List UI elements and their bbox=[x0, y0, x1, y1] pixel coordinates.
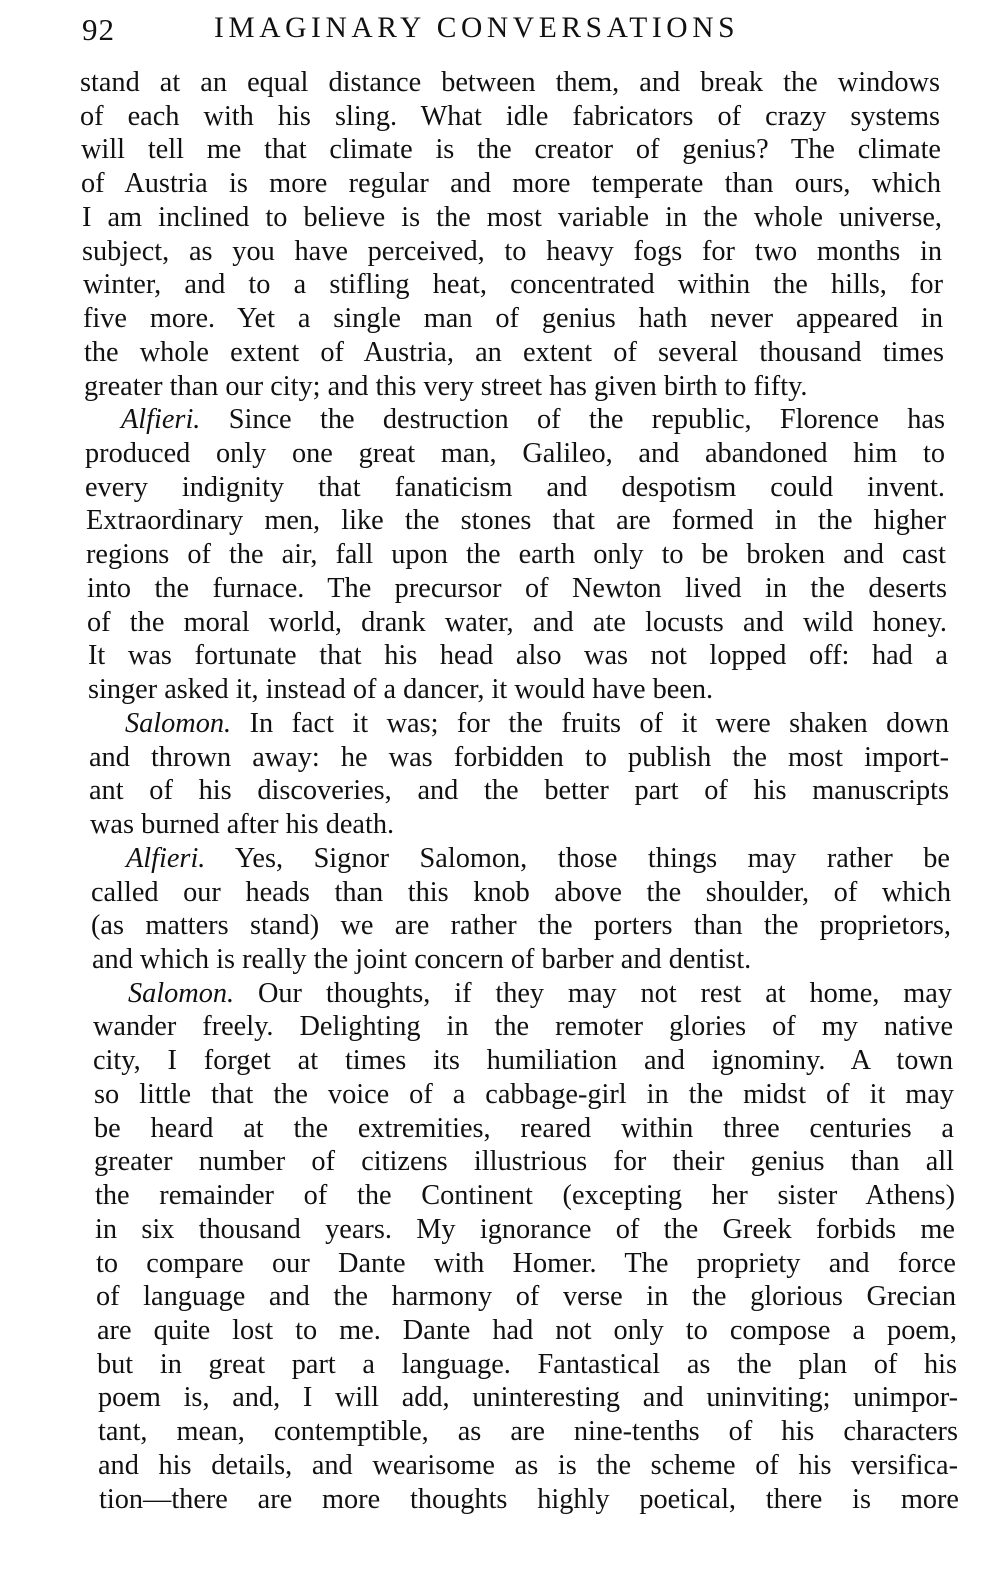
line-text: of the moral world, drank water, and ate locusts and wild honey. bbox=[87, 606, 947, 638]
text-line bbox=[81, 167, 941, 201]
text-line bbox=[92, 943, 952, 977]
line-text: tant, mean, contemptible, as are nine-tenths of his characters bbox=[98, 1416, 958, 1448]
speaker-name: Salomon. bbox=[125, 707, 232, 739]
text-line bbox=[94, 1145, 954, 1179]
text-line bbox=[91, 909, 951, 943]
page-number: 92 bbox=[82, 12, 115, 47]
text-line bbox=[86, 538, 946, 572]
text-line bbox=[98, 1381, 958, 1415]
line-text: are quite lost to me. Dante had not only to compose a poem, bbox=[97, 1315, 957, 1346]
text-line bbox=[81, 133, 941, 167]
text-line bbox=[85, 437, 945, 471]
line-text: so little that the voice of a cabbage-girl in the midst of it may bbox=[94, 1078, 954, 1110]
line-text: was burned after his death. bbox=[90, 809, 395, 841]
line-text: greater than our city; and this very street has given birth to fifty. bbox=[84, 370, 808, 402]
line-text: Our thoughts, if they may not rest at home, may bbox=[234, 977, 952, 1009]
text-line bbox=[84, 336, 944, 370]
line-text: the whole extent of Austria, an extent of several thousand times bbox=[84, 336, 944, 368]
line-text: of Austria is more regular and more temperate than ours, which bbox=[81, 168, 941, 200]
text-line bbox=[87, 572, 947, 606]
line-text: I am inclined to believe is the most variable in the whole universe, bbox=[82, 201, 942, 233]
text-line bbox=[96, 1280, 956, 1314]
line-text: singer asked it, instead of a dancer, it would have been. bbox=[88, 674, 714, 706]
text-line bbox=[99, 1483, 959, 1517]
speaker-name: Salomon. bbox=[128, 977, 235, 1009]
text-line bbox=[90, 808, 950, 842]
line-text: to compare our Dante with Homer. The propriety and force bbox=[96, 1247, 956, 1279]
line-text: called our heads than this knob above the shoulder, of which bbox=[91, 876, 951, 908]
line-text: five more. Yet a single man of genius hath never appeared in bbox=[83, 303, 943, 335]
line-text: and his details, and wearisome as is the scheme of his versifica- bbox=[98, 1449, 958, 1481]
line-text: into the furnace. The precursor of Newton lived in the deserts bbox=[87, 572, 947, 604]
text-line bbox=[91, 876, 951, 910]
line-text: and which is really the joint concern of barber and dentist. bbox=[92, 943, 752, 975]
line-text: poem is, and, I will add, uninteresting and uninviting; unimpor- bbox=[98, 1382, 958, 1414]
line-text: It was fortunate that his head also was not lopped off: had a bbox=[88, 640, 948, 672]
text-line bbox=[88, 673, 948, 707]
speaker-name: Alfieri. bbox=[121, 404, 201, 436]
text-line bbox=[97, 1314, 957, 1348]
text-line bbox=[128, 977, 952, 1011]
text-line bbox=[88, 639, 948, 673]
text-line bbox=[125, 707, 949, 741]
text-line bbox=[89, 774, 949, 808]
text-line bbox=[94, 1112, 954, 1146]
running-title: IMAGINARY CONVERSATIONS bbox=[214, 12, 740, 44]
line-text: and thrown away: he was forbidden to publish the most import- bbox=[89, 741, 949, 773]
line-text: of language and the harmony of verse in the glorious Grecian bbox=[96, 1281, 956, 1313]
text-line bbox=[83, 302, 943, 336]
text-line bbox=[95, 1213, 955, 1247]
text-line bbox=[95, 1179, 955, 1213]
text-line bbox=[86, 504, 946, 538]
line-text: will tell me that climate is the creator of genius? The climate bbox=[81, 134, 941, 166]
line-text: in six thousand years. My ignorance of the Greek forbids me bbox=[95, 1213, 955, 1245]
line-text: Since the destruction of the republic, Florence has bbox=[200, 404, 945, 436]
running-head bbox=[0, 6, 1000, 46]
line-text: of each with his sling. What idle fabricators of crazy systems bbox=[80, 100, 940, 132]
text-line bbox=[98, 1415, 958, 1449]
text-line bbox=[87, 606, 947, 640]
line-text: wander freely. Delighting in the remoter glories of my native bbox=[93, 1011, 953, 1043]
text-line bbox=[89, 741, 949, 775]
text-line bbox=[83, 268, 943, 302]
line-text: ant of his discoveries, and the better part of his manuscripts bbox=[89, 775, 949, 807]
line-text: produced only one great man, Galileo, and abandoned him to bbox=[85, 438, 945, 470]
line-text: (as matters stand) we are rather the porters than the proprietors, bbox=[91, 910, 951, 942]
line-text: greater number of citizens illustrious for their genius than all bbox=[94, 1146, 954, 1178]
text-line bbox=[93, 1044, 953, 1078]
text-line bbox=[82, 201, 942, 235]
line-text: tion—there are more thoughts highly poetical, there is more bbox=[99, 1483, 959, 1515]
text-line bbox=[85, 471, 945, 505]
line-text: In fact it was; for the fruits of it were shaken down bbox=[231, 707, 949, 739]
text-line bbox=[93, 1010, 953, 1044]
text-line bbox=[96, 1247, 956, 1281]
line-text: the remainder of the Continent (excepting her sister Athens) bbox=[95, 1180, 955, 1212]
text-line bbox=[80, 100, 940, 134]
text-line bbox=[97, 1348, 957, 1382]
text-line bbox=[82, 235, 942, 269]
line-text: but in great part a language. Fantastical as the plan of his bbox=[97, 1348, 957, 1380]
text-line bbox=[121, 403, 945, 437]
text-line bbox=[98, 1449, 958, 1483]
line-text: subject, as you have perceived, to heavy fogs for two months in bbox=[82, 235, 942, 267]
text-line bbox=[84, 370, 944, 404]
line-text: every indignity that fanaticism and despotism could invent. bbox=[85, 471, 945, 503]
line-text: winter, and to a stifling heat, concentrated within the hills, for bbox=[83, 269, 943, 301]
speaker-name: Alfieri. bbox=[126, 842, 206, 874]
line-text: regions of the air, fall upon the earth only to be broken and cast bbox=[86, 539, 946, 571]
line-text: stand at an equal distance between them, and break the windows bbox=[80, 67, 940, 98]
line-text: Yes, Signor Salomon, those things may rather be bbox=[205, 842, 950, 874]
text-line bbox=[126, 842, 950, 876]
text-line bbox=[94, 1078, 954, 1112]
text-line bbox=[80, 66, 940, 100]
line-text: be heard at the extremities, reared within three centuries a bbox=[94, 1112, 954, 1144]
line-text: Extraordinary men, like the stones that are formed in the higher bbox=[86, 505, 946, 537]
line-text: city, I forget at times its humiliation and ignominy. A town bbox=[93, 1045, 953, 1077]
